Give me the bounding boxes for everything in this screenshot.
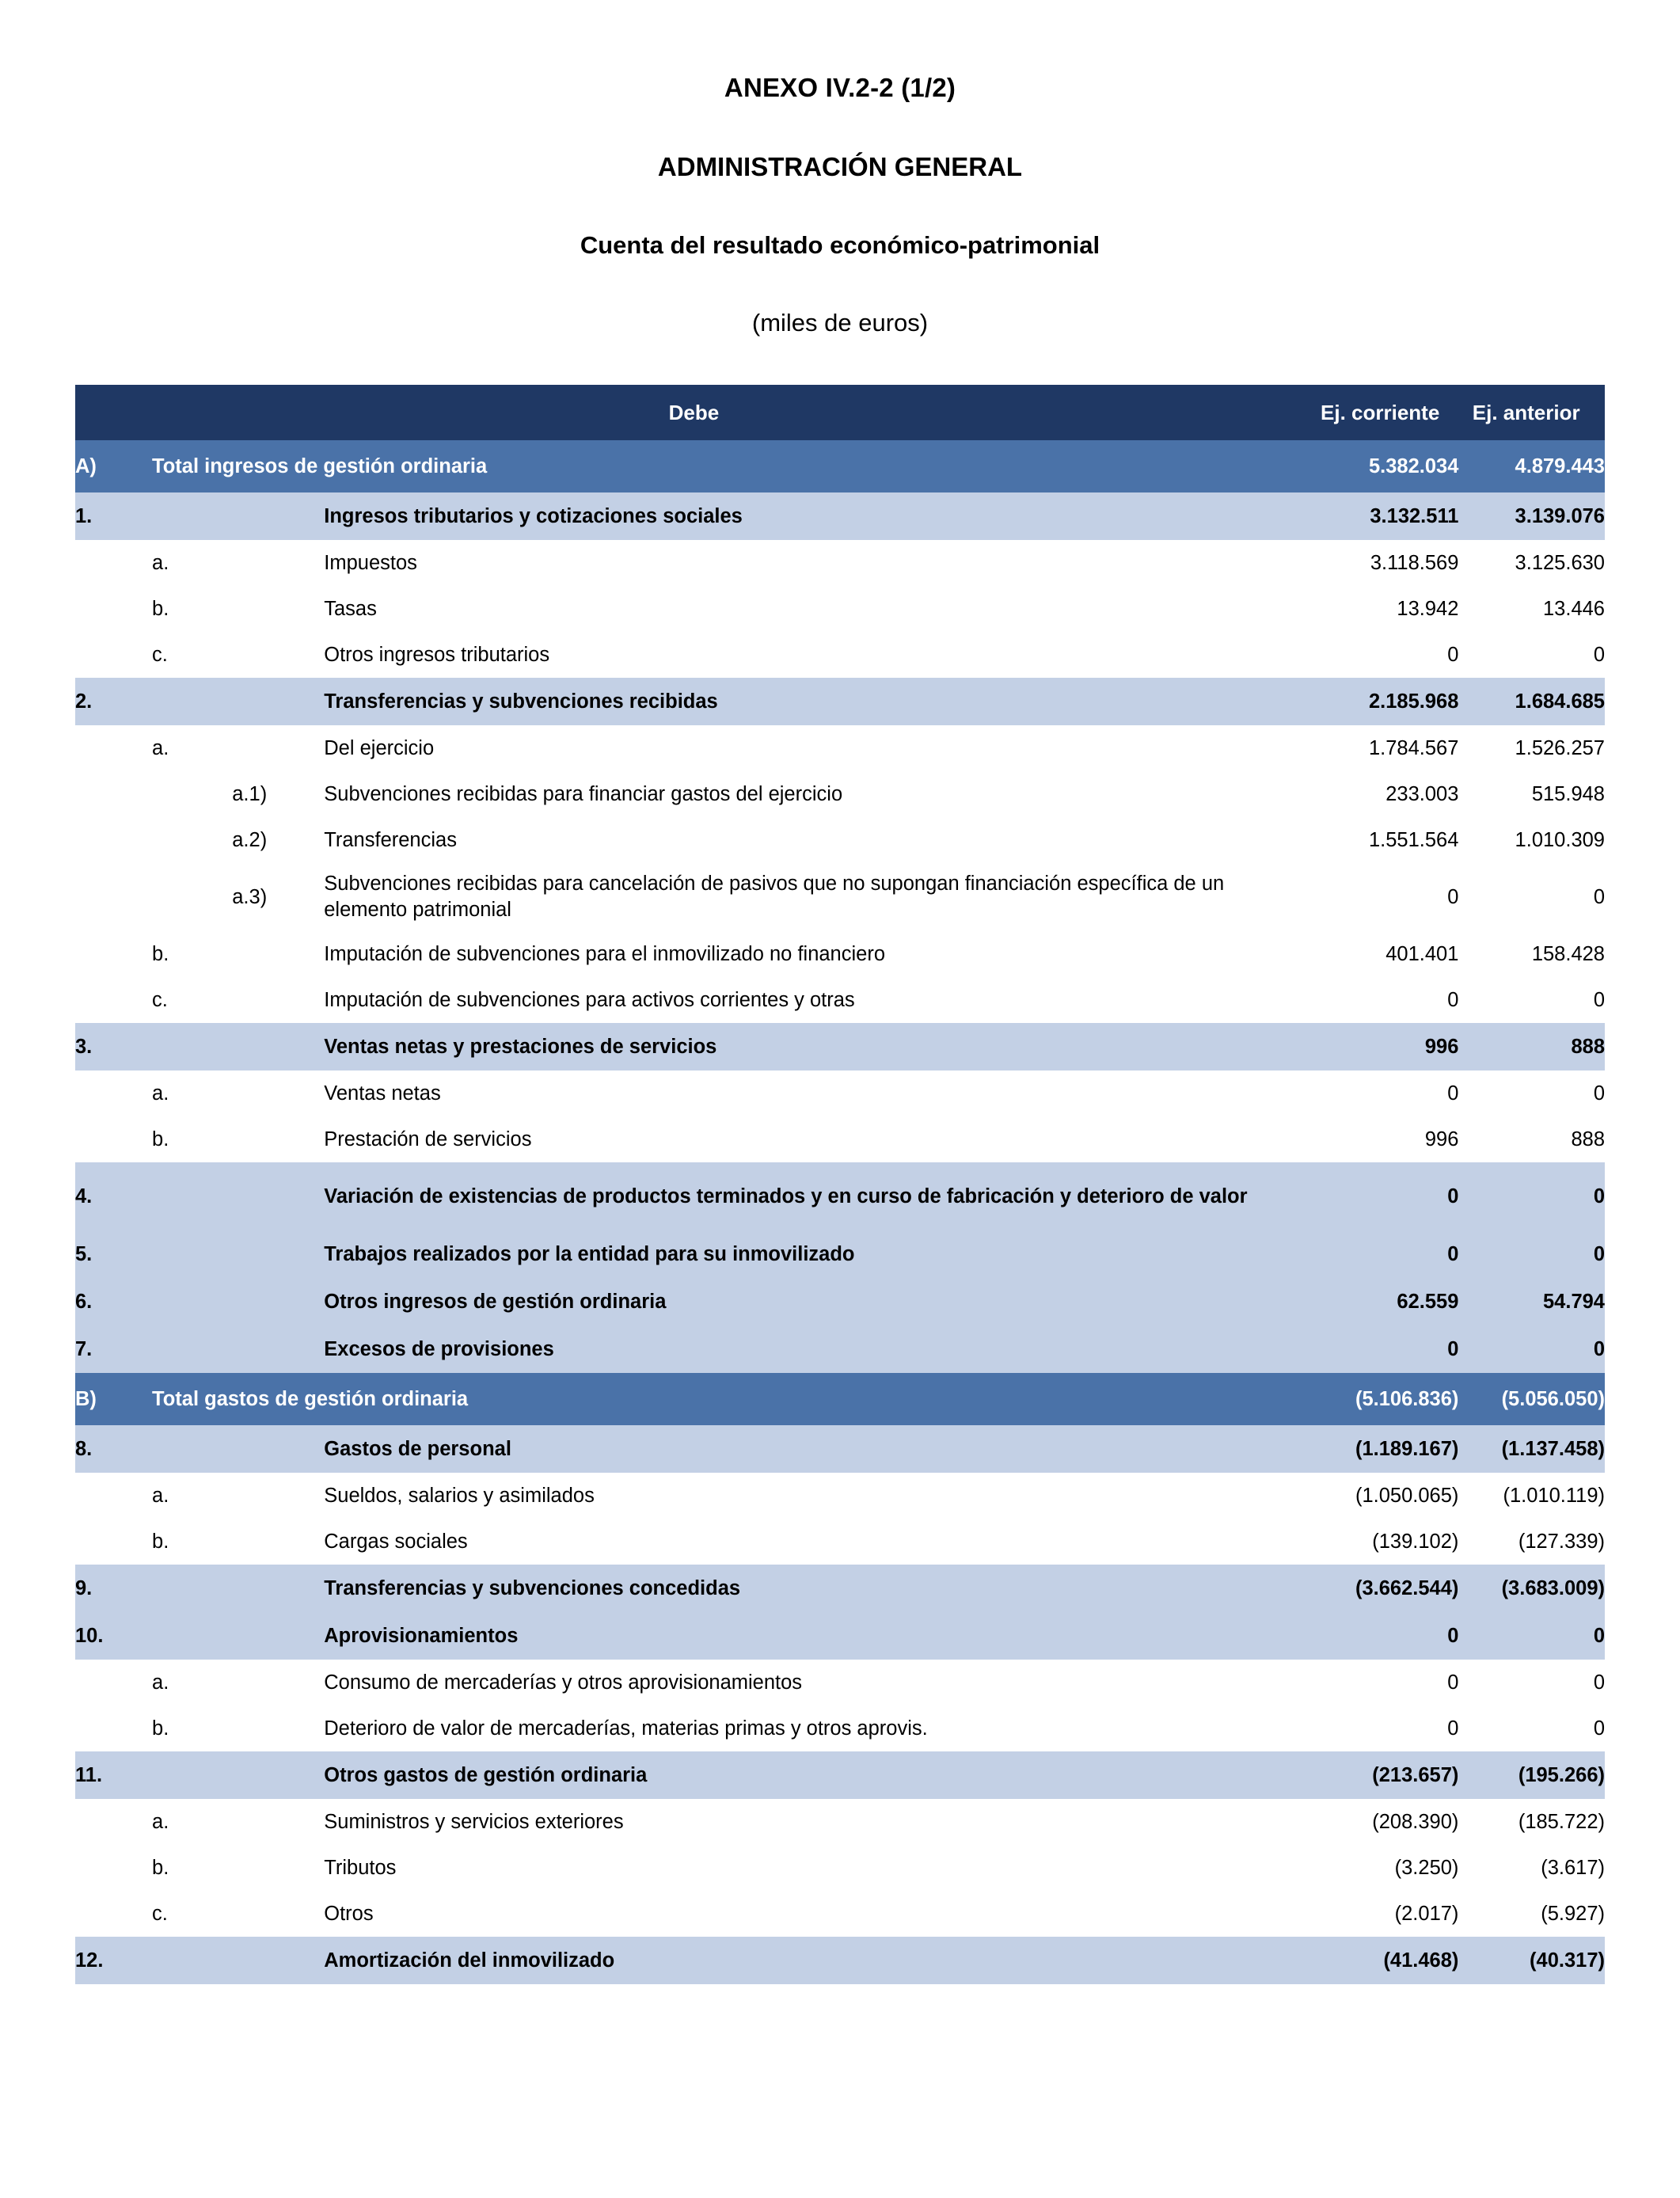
row-description: Subvenciones recibidas para cancelación de pasivos que no supongan financiación específica de un elemento patrimonial (324, 863, 1313, 931)
row-subindex2 (232, 1612, 324, 1660)
row-subindex (152, 1751, 232, 1799)
row-index (75, 1116, 152, 1162)
financial-statement-table (75, 385, 1605, 1984)
row-value-previous: (3.683.009) (1458, 1565, 1605, 1612)
row-subindex2 (232, 1845, 324, 1891)
row-value-previous: 888 (1458, 1023, 1605, 1070)
column-header-concept: Debe (75, 385, 1313, 440)
row-subindex2 (232, 632, 324, 678)
row-subindex: a. (152, 1473, 232, 1519)
row-value-previous: 54.794 (1458, 1278, 1605, 1325)
row-subindex (152, 817, 232, 863)
units-label: (miles de euros) (751, 309, 929, 337)
table-row (75, 678, 1605, 725)
row-index (75, 1799, 152, 1845)
row-subindex2 (232, 1116, 324, 1162)
row-value-previous: 0 (1458, 1325, 1605, 1373)
row-subindex (152, 492, 232, 540)
row-subindex2 (232, 1565, 324, 1612)
row-subindex: c. (152, 632, 232, 678)
row-index (75, 1660, 152, 1706)
row-subindex2 (232, 1278, 324, 1325)
row-description: Del ejercicio (324, 725, 1313, 771)
row-index: 2. (75, 678, 152, 725)
row-description: Otros gastos de gestión ordinaria (324, 1751, 1313, 1799)
table-header (75, 385, 1605, 440)
row-index (75, 1845, 152, 1891)
row-value-current: (213.657) (1313, 1751, 1459, 1799)
row-description: Gastos de personal (324, 1425, 1313, 1473)
row-description: Ingresos tributarios y cotizaciones sociales (324, 492, 1313, 540)
row-index (75, 863, 152, 931)
row-subindex2 (232, 1751, 324, 1799)
table-row (75, 1751, 1605, 1799)
row-description: Prestación de servicios (324, 1116, 1313, 1162)
row-description: Imputación de subvenciones para activos corrientes y otras (324, 977, 1313, 1023)
row-description: Deterioro de valor de mercaderías, materias primas y otros aprovis. (324, 1706, 1313, 1751)
row-subindex2: a.1) (232, 771, 324, 817)
row-index: 12. (75, 1937, 152, 1984)
row-value-current: 401.401 (1313, 931, 1459, 977)
row-description: Transferencias y subvenciones recibidas (324, 678, 1313, 725)
row-subindex (152, 1230, 232, 1278)
row-value-previous: (5.056.050) (1458, 1373, 1605, 1425)
row-value-previous: (1.010.119) (1458, 1473, 1605, 1519)
row-description: Impuestos (324, 540, 1313, 586)
table-row (75, 540, 1605, 586)
row-index: 9. (75, 1565, 152, 1612)
row-description: Suministros y servicios exteriores (324, 1799, 1313, 1845)
row-value-previous: 0 (1458, 1230, 1605, 1278)
row-value-previous: 1.526.257 (1458, 725, 1605, 771)
row-subindex: c. (152, 977, 232, 1023)
row-description: Ventas netas y prestaciones de servicios (324, 1023, 1313, 1070)
row-index: 4. (75, 1162, 152, 1230)
row-subindex: b. (152, 586, 232, 632)
row-index (75, 632, 152, 678)
row-subindex (152, 1023, 232, 1070)
table-row (75, 1278, 1605, 1325)
row-value-previous: 0 (1458, 1660, 1605, 1706)
row-value-previous: 3.139.076 (1458, 492, 1605, 540)
row-subindex: b. (152, 1706, 232, 1751)
row-description: Consumo de mercaderías y otros aprovisionamientos (324, 1660, 1313, 1706)
row-index (75, 1706, 152, 1751)
row-value-previous: 888 (1458, 1116, 1605, 1162)
table-row (75, 771, 1605, 817)
row-subindex2 (232, 1425, 324, 1473)
row-description: Tasas (324, 586, 1313, 632)
table-row (75, 1660, 1605, 1706)
row-value-current: 1.784.567 (1313, 725, 1459, 771)
row-subindex2 (232, 1519, 324, 1565)
row-index (75, 817, 152, 863)
row-value-current: 62.559 (1313, 1278, 1459, 1325)
row-description: Aprovisionamientos (324, 1612, 1313, 1660)
row-value-current: 0 (1313, 1660, 1459, 1706)
row-value-current: 0 (1313, 1070, 1459, 1116)
table-row (75, 1162, 1605, 1230)
row-subindex: b. (152, 1116, 232, 1162)
table-row (75, 440, 1605, 492)
row-value-current: (3.250) (1313, 1845, 1459, 1891)
row-value-previous: 13.446 (1458, 586, 1605, 632)
statement-title: Cuenta del resultado económico-patrimonial (580, 231, 1100, 259)
row-index: 6. (75, 1278, 152, 1325)
row-description: Transferencias (324, 817, 1313, 863)
row-index (75, 540, 152, 586)
row-subindex: b. (152, 1845, 232, 1891)
row-subindex: a. (152, 1070, 232, 1116)
row-subindex (152, 1278, 232, 1325)
row-subindex2 (232, 725, 324, 771)
row-subindex: c. (152, 1891, 232, 1937)
row-value-current: (1.189.167) (1313, 1425, 1459, 1473)
row-index (75, 725, 152, 771)
row-subindex (152, 1325, 232, 1373)
row-subindex2 (232, 1473, 324, 1519)
row-value-previous: 0 (1458, 977, 1605, 1023)
table-row (75, 1845, 1605, 1891)
row-subindex2 (232, 1325, 324, 1373)
row-description: Tributos (324, 1845, 1313, 1891)
row-description: Subvenciones recibidas para financiar gastos del ejercicio (324, 771, 1313, 817)
row-subindex2: a.3) (232, 863, 324, 931)
row-description: Otros (324, 1891, 1313, 1937)
row-value-previous: 4.879.443 (1458, 440, 1605, 492)
row-subindex2 (232, 977, 324, 1023)
row-description: Imputación de subvenciones para el inmovilizado no financiero (324, 931, 1313, 977)
table-row (75, 1565, 1605, 1612)
row-index: 1. (75, 492, 152, 540)
row-value-previous: (3.617) (1458, 1845, 1605, 1891)
table-row (75, 863, 1605, 931)
row-value-current: 1.551.564 (1313, 817, 1459, 863)
row-value-previous: 0 (1458, 1162, 1605, 1230)
row-subindex2 (232, 1070, 324, 1116)
row-value-current: 2.185.968 (1313, 678, 1459, 725)
row-description: Transferencias y subvenciones concedidas (324, 1565, 1313, 1612)
row-description: Otros ingresos de gestión ordinaria (324, 1278, 1313, 1325)
table-row (75, 1473, 1605, 1519)
row-value-current: (2.017) (1313, 1891, 1459, 1937)
row-value-current: (208.390) (1313, 1799, 1459, 1845)
row-index (75, 1473, 152, 1519)
row-value-current: 0 (1313, 1162, 1459, 1230)
row-index: B) (75, 1373, 152, 1425)
table-row (75, 1519, 1605, 1565)
row-description: Otros ingresos tributarios (324, 632, 1313, 678)
row-value-current: 996 (1313, 1023, 1459, 1070)
row-subindex2 (232, 1660, 324, 1706)
row-subindex: a. (152, 725, 232, 771)
row-index: 5. (75, 1230, 152, 1278)
row-index (75, 977, 152, 1023)
table-row (75, 1325, 1605, 1373)
row-subindex: a. (152, 1660, 232, 1706)
row-index (75, 771, 152, 817)
row-value-current: 3.118.569 (1313, 540, 1459, 586)
table-row (75, 1070, 1605, 1116)
table-row (75, 1937, 1605, 1984)
row-value-previous: 0 (1458, 1070, 1605, 1116)
row-value-current: 233.003 (1313, 771, 1459, 817)
row-subindex2 (232, 586, 324, 632)
row-value-previous: 515.948 (1458, 771, 1605, 817)
table-row (75, 817, 1605, 863)
table-row (75, 1612, 1605, 1660)
row-value-current: (1.050.065) (1313, 1473, 1459, 1519)
row-description: Ventas netas (324, 1070, 1313, 1116)
row-subindex2 (232, 1799, 324, 1845)
row-value-previous: (5.927) (1458, 1891, 1605, 1937)
row-description: Amortización del inmovilizado (324, 1937, 1313, 1984)
row-value-previous: (1.137.458) (1458, 1425, 1605, 1473)
row-subindex (152, 1565, 232, 1612)
row-subindex (152, 678, 232, 725)
row-subindex2 (232, 678, 324, 725)
table-row (75, 1373, 1605, 1425)
row-value-previous: 0 (1458, 863, 1605, 931)
row-index: 8. (75, 1425, 152, 1473)
row-value-previous: 0 (1458, 1706, 1605, 1751)
row-value-current: 0 (1313, 863, 1459, 931)
table-row (75, 931, 1605, 977)
row-value-current: 5.382.034 (1313, 440, 1459, 492)
row-value-current: 0 (1313, 1612, 1459, 1660)
row-value-previous: (127.339) (1458, 1519, 1605, 1565)
table-body (75, 440, 1605, 1984)
row-subindex (152, 863, 232, 931)
row-subindex: b. (152, 931, 232, 977)
row-value-current: 996 (1313, 1116, 1459, 1162)
row-value-current: 3.132.511 (1313, 492, 1459, 540)
row-value-current: (41.468) (1313, 1937, 1459, 1984)
row-subindex (152, 1612, 232, 1660)
table-row (75, 725, 1605, 771)
row-subindex: a. (152, 1799, 232, 1845)
table-row (75, 586, 1605, 632)
table-row (75, 1799, 1605, 1845)
row-value-previous: (185.722) (1458, 1799, 1605, 1845)
column-header-previous: Ej. anterior (1458, 385, 1605, 440)
document-header (75, 73, 1605, 337)
table-row (75, 1706, 1605, 1751)
row-value-current: (5.106.836) (1313, 1373, 1459, 1425)
column-header-current: Ej. corriente (1313, 385, 1459, 440)
row-value-previous: 0 (1458, 1612, 1605, 1660)
row-value-current: 0 (1313, 1325, 1459, 1373)
row-index: 10. (75, 1612, 152, 1660)
row-value-current: 0 (1313, 977, 1459, 1023)
entity-name: ADMINISTRACIÓN GENERAL (657, 152, 1023, 181)
row-subindex (152, 1162, 232, 1230)
table-row (75, 1116, 1605, 1162)
row-value-previous: 3.125.630 (1458, 540, 1605, 586)
row-value-previous: (40.317) (1458, 1937, 1605, 1984)
row-index: 3. (75, 1023, 152, 1070)
row-subindex2 (232, 1937, 324, 1984)
table-row (75, 977, 1605, 1023)
row-subindex: a. (152, 540, 232, 586)
row-index (75, 931, 152, 977)
table-row (75, 1230, 1605, 1278)
row-value-current: 0 (1313, 1706, 1459, 1751)
row-subindex2 (232, 540, 324, 586)
table-row (75, 632, 1605, 678)
row-subindex2 (232, 1162, 324, 1230)
row-value-current: 0 (1313, 1230, 1459, 1278)
row-index (75, 1519, 152, 1565)
row-subindex (152, 771, 232, 817)
table-row (75, 492, 1605, 540)
row-index: A) (75, 440, 152, 492)
row-index: 7. (75, 1325, 152, 1373)
row-value-previous: 1.684.685 (1458, 678, 1605, 725)
table-row (75, 1425, 1605, 1473)
row-value-previous: 1.010.309 (1458, 817, 1605, 863)
table-row (75, 1023, 1605, 1070)
row-description: Cargas sociales (324, 1519, 1313, 1565)
row-value-previous: 158.428 (1458, 931, 1605, 977)
row-subindex2 (232, 931, 324, 977)
row-value-previous: (195.266) (1458, 1751, 1605, 1799)
row-description: Total gastos de gestión ordinaria (152, 1373, 1313, 1425)
row-subindex (152, 1937, 232, 1984)
row-description: Sueldos, salarios y asimilados (324, 1473, 1313, 1519)
row-description: Excesos de provisiones (324, 1325, 1313, 1373)
row-subindex2 (232, 1706, 324, 1751)
table-row (75, 1891, 1605, 1937)
row-index (75, 1070, 152, 1116)
row-value-previous: 0 (1458, 632, 1605, 678)
row-subindex2 (232, 1230, 324, 1278)
row-description: Variación de existencias de productos terminados y en curso de fabricación y deterioro de valor (324, 1162, 1313, 1230)
row-subindex: b. (152, 1519, 232, 1565)
row-value-current: 13.942 (1313, 586, 1459, 632)
row-value-current: 0 (1313, 632, 1459, 678)
row-index (75, 1891, 152, 1937)
row-value-current: (139.102) (1313, 1519, 1459, 1565)
row-value-current: (3.662.544) (1313, 1565, 1459, 1612)
row-subindex2: a.2) (232, 817, 324, 863)
row-subindex2 (232, 1023, 324, 1070)
row-description: Total ingresos de gestión ordinaria (152, 440, 1313, 492)
row-index (75, 586, 152, 632)
annex-title: ANEXO IV.2-2 (1/2) (724, 73, 956, 102)
row-subindex (152, 1425, 232, 1473)
table-header-row (75, 385, 1605, 440)
row-index: 11. (75, 1751, 152, 1799)
row-description: Trabajos realizados por la entidad para su inmovilizado (324, 1230, 1313, 1278)
row-subindex2 (232, 1891, 324, 1937)
row-subindex2 (232, 492, 324, 540)
